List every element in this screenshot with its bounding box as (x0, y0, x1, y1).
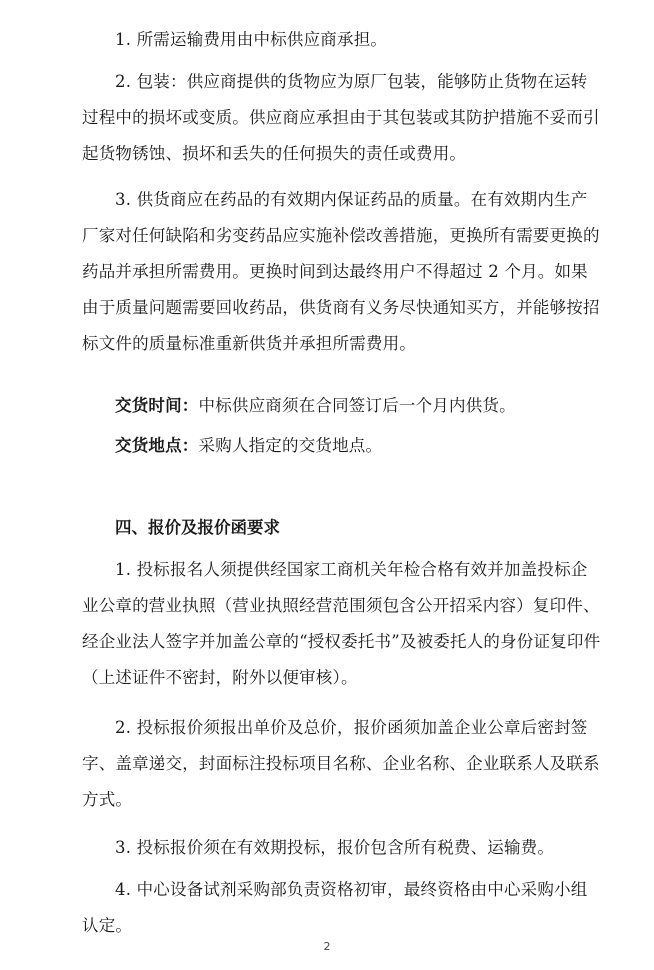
section-heading: 四、报价及报价函要求 (115, 518, 280, 537)
paragraph-delivery-time (82, 388, 604, 424)
delivery-time-text: 中标供应商须在合同签订后一个月内供货。 (198, 396, 516, 415)
page-number: 2 (323, 940, 331, 953)
delivery-time-label: 交货时间： (115, 396, 199, 415)
paragraph-quality: 3. 供货商应在药品的有效期内保证药品的质量。在有效期内生产厂家对任何缺陷和劣变药品应实施补偿改善措施，更换所有需要更换的药品并承担所需费用。更换时间到达最终用户不得超过 2 个月。如果由于质量问题需要回收药品，供货商有义务尽快通知买方，并能够按招标文件的质量标准重新供货并承担所需费用。 (82, 190, 600, 353)
section-item-1: 1. 投标报名人须提供经国家工商机关年检合格有效并加盖投标企业公章的营业执照（营业执照经营范围须包含公开招采内容）复印件、经企业法人签字并加盖公章的“授权委托书”及被委托人的身份证复印件（上述证件不密封，附外以便审核）。 (82, 560, 601, 687)
delivery-place-label: 交货地点： (115, 436, 199, 455)
section-item-4: 4. 中心设备试剂采购部负责资格初审，最终资格由中心采购小组认定。 (82, 880, 588, 935)
paragraph-transport-cost: 1. 所需运输费用由中标供应商承担。 (115, 30, 388, 49)
section-item-3: 3. 投标报价须在有效期投标，报价包含所有税费、运输费。 (115, 838, 555, 857)
section-item-2: 2. 投标报价须报出单价及总价，报价函须加盖企业公章后密封签字、盖章递交，封面标注投标项目名称、企业名称、企业联系人及联系方式。 (82, 718, 600, 809)
delivery-place-text: 采购人指定的交货地点。 (198, 436, 383, 455)
paragraph-delivery-place (82, 428, 604, 464)
paragraph-packaging: 2. 包装：供应商提供的货物应为原厂包装，能够防止货物在运转过程中的损坏或变质。供应商应承担由于其包装或其防护措施不妥而引起货物锈蚀、损坏和丢失的任何损失的责任或费用。 (82, 72, 600, 163)
